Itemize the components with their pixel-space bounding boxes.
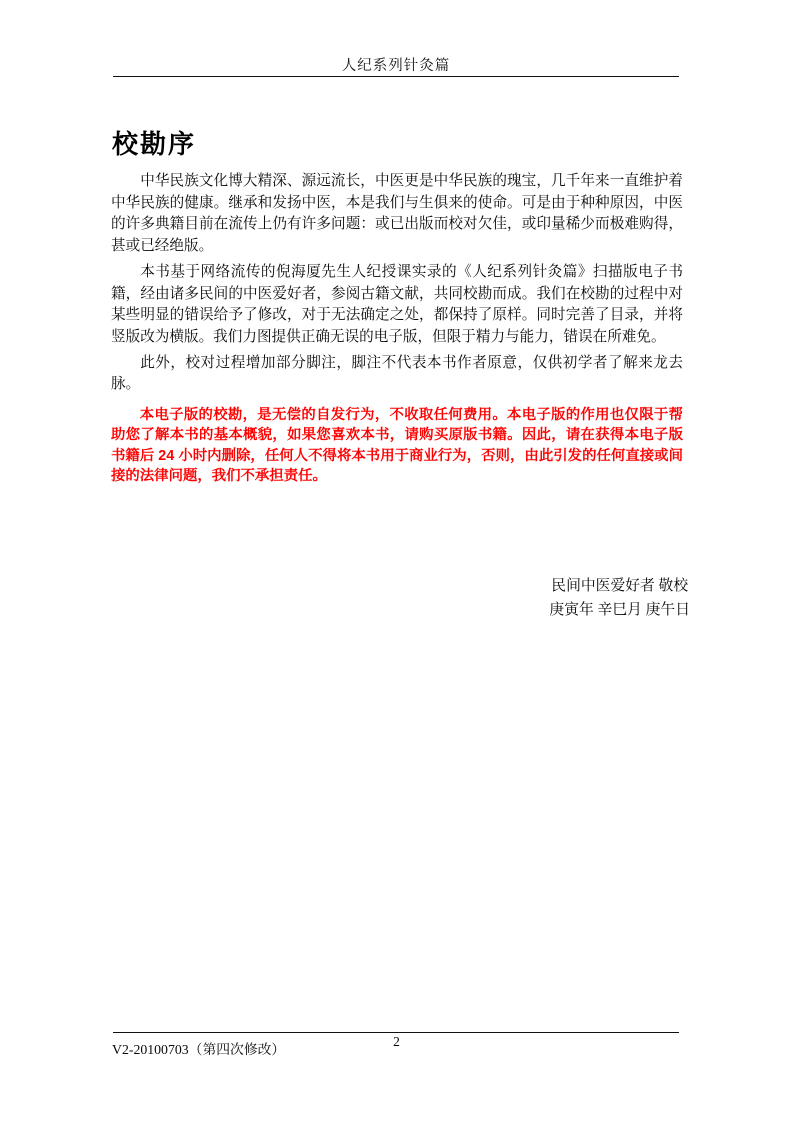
signature-line-1: 民间中医爱好者 敬校 (551, 578, 689, 594)
running-header: 人纪系列针灸篇 (341, 58, 451, 74)
footer-rule (113, 1032, 679, 1033)
page-title: 校勘序 (112, 129, 197, 160)
paragraph-3: 此外，校对过程增加部分脚注，脚注不代表本书作者原意，仅供初学者了解来龙去脉。 (111, 354, 683, 393)
signature-block (549, 575, 690, 622)
footer-version: V2-20100703（第四次修改） (112, 1042, 286, 1057)
paragraph-2: 本书基于网络流传的倪海厦先生人纪授课实录的《人纪系列针灸篇》扫描版电子书籍，经由诸多民间的中医爱好者，参阅古籍文献，共同校勘而成。我们在校勘的过程中对某些明显的错误给予了修改，对于无法确定之处，都保持了原样。同时完善了目录，并将竖版改为横版。我们力图提供正确无误的电子版，但限于精力与能力，错误在所难免。 (111, 263, 683, 345)
page-number: 2 (393, 1034, 400, 1049)
body-text (111, 167, 683, 487)
signature-line-2: 庚寅年 辛巳月 庚午日 (549, 601, 690, 618)
paragraph-1: 中华民族文化博大精深、源远流长，中医更是中华民族的瑰宝，几千年来一直维护着中华民族的健康。继承和发扬中医，本是我们与生俱来的使命。可是由于种种原因，中医的许多典籍目前在流传上仍有许多问题：或已出版而校对欠佳，或印量稀少而极难购得，甚或已经绝版。 (111, 173, 683, 255)
header-rule (113, 76, 679, 77)
copyright-notice: 本电子版的校勘，是无偿的自发行为，不收取任何费用。本电子版的作用也仅限于帮助您了解本书的基本概貌，如果您喜欢本书，请购买原版书籍。因此，请在获得本电子版书籍后 24 小时内删除，任何人不得将本书用于商业行为，否则，由此引发的任何直接或间接的法律问题，我们不承担责任。 (111, 407, 683, 485)
